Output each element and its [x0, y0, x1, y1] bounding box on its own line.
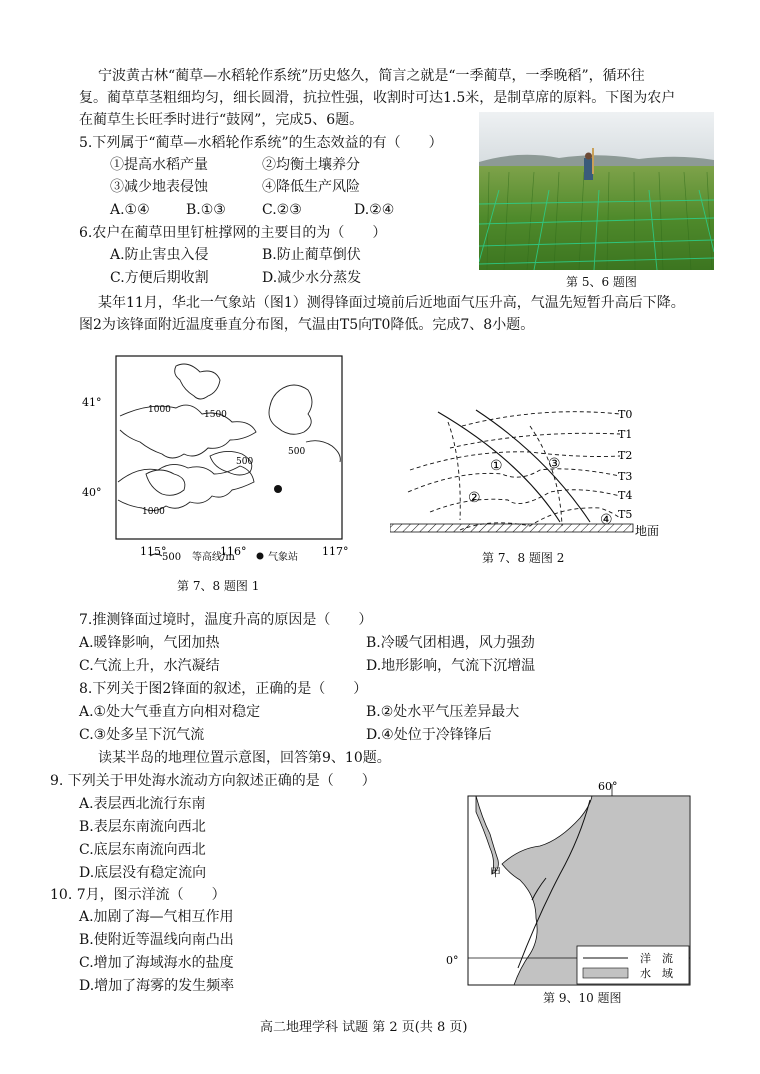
isotherm-t4-label: T4	[618, 489, 633, 502]
q5-option-a: A.①④	[110, 202, 150, 218]
q5-statement-3: ③减少地表侵蚀	[110, 179, 208, 195]
figure-1-contour-map	[80, 350, 360, 595]
q8-option-c: C.③处多呈下沉气流	[79, 727, 205, 743]
figure-2-front-diagram	[390, 400, 675, 545]
figure-2-caption: 第 7、8 题图 2	[482, 551, 565, 565]
lon-115-label: 115°	[140, 545, 167, 558]
q9-option-c: C.底层东南流向西北	[79, 842, 206, 858]
q8-option-a: A.①处大气垂直方向相对稳定	[79, 704, 261, 720]
q10-option-b: B.使附近等温线向南凸出	[79, 932, 234, 948]
contour-1000-label-b: 1000	[142, 507, 165, 517]
contour-1000-label-a: 1000	[148, 405, 171, 415]
legend-station-label: 气象站	[268, 552, 298, 563]
intro-3: 读某半岛的地理位置示意图，回答第9、10题。	[98, 750, 391, 766]
lon-116-label: 116°	[220, 545, 247, 558]
q10-stem: 10. 7月，图示洋流（ ）	[50, 887, 226, 903]
weather-station-marker	[274, 485, 282, 493]
isotherm-t5-label: T5	[618, 508, 633, 521]
q10-option-d: D.增加了海雾的发生频率	[79, 978, 235, 994]
photo-caption: 第 5、6 题图	[566, 275, 637, 289]
page-footer: 高二地理学科 试题 第 2 页(共 8 页)	[260, 1020, 468, 1035]
q5-statement-4: ④降低生产风险	[262, 179, 360, 195]
legend-station-icon	[257, 553, 264, 560]
q7-stem: 7.推测锋面过境时，温度升高的原因是（ ）	[79, 612, 373, 628]
q9-stem: 9. 下列关于甲处海水流动方向叙述正确的是（ ）	[50, 773, 376, 789]
contour-500-label-a: 500	[236, 457, 254, 467]
lat-0-label: 0°	[446, 954, 459, 967]
q5-statement-1: ①提高水稻产量	[110, 157, 208, 173]
q6-stem: 6.农户在蔺草田里钉桩撑网的主要目的为（ ）	[79, 225, 387, 241]
q7-option-d: D.地形影响，气流下沉增温	[366, 658, 536, 674]
point-2-label: ②	[468, 490, 481, 506]
q9-option-b: B.表层东南流向西北	[79, 819, 206, 835]
point-4-label: ④	[600, 512, 613, 528]
rush-field-photo	[479, 112, 714, 270]
intro-line-3: 在蔺草生长旺季时进行“鼓网”，完成5、6题。	[79, 112, 364, 128]
intro2-line-2: 图2为该锋面附近温度垂直分布图，气温由T5向T0降低。完成7、8小题。	[79, 317, 535, 333]
jia-point-label: 甲	[490, 866, 501, 879]
q5-option-b: B.①③	[186, 202, 226, 218]
q9-option-d: D.底层没有稳定流向	[79, 865, 207, 881]
isotherm-t0-label: T0	[618, 408, 633, 421]
figure-3-peninsula-map	[440, 778, 695, 988]
q5-option-d: D.②④	[354, 202, 395, 218]
q6-option-b: B.防止蔺草倒伏	[262, 247, 361, 263]
q5-stem: 5.下列属于“蔺草—水稻轮作系统”的生态效益的有（ ）	[79, 135, 443, 151]
q7-option-b: B.冷暖气团相遇，风力强劲	[366, 635, 535, 651]
q10-option-c: C.增加了海域海水的盐度	[79, 955, 234, 971]
lat-40-label: 40°	[82, 486, 102, 499]
q8-option-d: D.④处位于冷锋锋后	[366, 727, 492, 743]
figure-1-caption: 第 7、8 题图 1	[177, 579, 260, 593]
lon-60-label: 60°	[598, 780, 618, 793]
point-3-label: ③	[548, 456, 561, 472]
legend-water-label: 水 域	[640, 967, 673, 980]
q6-option-d: D.减少水分蒸发	[262, 270, 362, 286]
q7-option-c: C.气流上升，水汽凝结	[79, 658, 220, 674]
contour-1500-label: 1500	[204, 410, 227, 420]
q8-stem: 8.下列关于图2锋面的叙述，正确的是（ ）	[79, 681, 368, 697]
intro-line-1: 宁波黄古林“蔺草—水稻轮作系统”历史悠久，简言之就是“一季蔺草，一季晚稻”，循环往	[98, 68, 645, 84]
contour-500-label-b: 500	[288, 447, 306, 457]
q6-option-a: A.防止害虫入侵	[110, 247, 209, 263]
q6-option-c: C.方便后期收割	[110, 270, 209, 286]
point-1-label: ①	[490, 458, 503, 474]
q9-option-a: A.表层西北流行东南	[79, 796, 206, 812]
q8-option-b: B.②处水平气压差异最大	[366, 704, 520, 720]
intro-line-2: 复。蔺草草茎粗细均匀，细长圆滑，抗拉性强，收割时可达1.5米，是制草席的原料。下图为农户	[79, 90, 676, 106]
lat-41-label: 41°	[82, 396, 102, 409]
q7-option-a: A.暖锋影响，气团加热	[79, 635, 220, 651]
isotherm-t3-label: T3	[618, 470, 633, 483]
legend-contour-value: 500	[162, 552, 182, 563]
figure-3-caption: 第 9、10 题图	[543, 991, 622, 1005]
intro2-line-1: 某年11月，华北一气象站（图1）测得锋面过境前后近地面气压升高，气温先短暂升高后下降。	[98, 295, 685, 311]
legend-current-label: 洋 流	[640, 952, 673, 965]
legend-contour-label: 等高线/m	[192, 552, 235, 563]
isotherm-t2-label: T2	[618, 449, 633, 462]
q5-statement-2: ②均衡土壤养分	[262, 157, 360, 173]
ground-label: 地面	[635, 524, 660, 538]
lon-117-label: 117°	[322, 545, 349, 558]
q10-option-a: A.加剧了海—气相互作用	[79, 909, 234, 925]
q5-option-c: C.②③	[262, 202, 302, 218]
isotherm-t1-label: T1	[618, 428, 633, 441]
